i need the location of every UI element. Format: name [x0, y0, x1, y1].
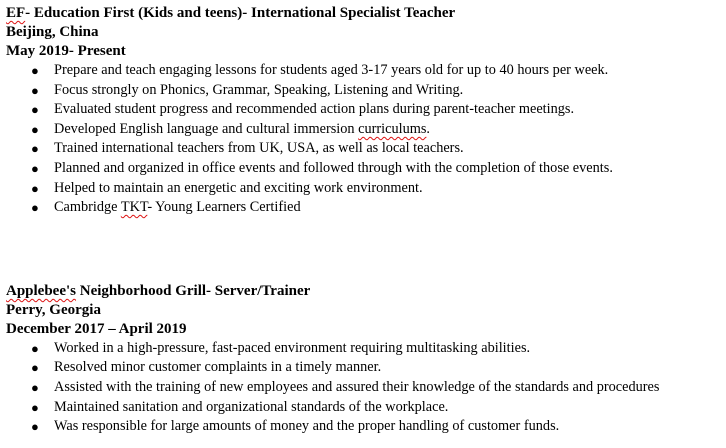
bullet-icon: ● — [31, 200, 39, 216]
job-education-first — [6, 4, 726, 218]
job-duties-list — [6, 61, 726, 218]
bullet-icon: ● — [31, 340, 39, 356]
list-item: ● Evaluated student progress and recommended action plans during parent-teacher meetings. — [6, 100, 726, 120]
job-dates: December 2017 – April 2019 — [6, 320, 187, 337]
list-item: ● Planned and organized in office events and followed through with the completion of those events. — [6, 159, 726, 179]
bullet-icon: ● — [31, 63, 39, 78]
job-title — [6, 282, 726, 301]
list-item: ● Worked in a high-pressure, fast-paced environment requiring multitasking abilities. — [6, 339, 726, 359]
bullet-icon: ● — [31, 419, 39, 435]
spelling-flag: curriculums — [358, 120, 427, 137]
job-applebees — [6, 282, 726, 437]
job-location: Beijing, China — [6, 24, 99, 40]
list-item: ● Maintained sanitation and organizational standards of the workplace. — [6, 398, 726, 418]
section-spacer — [6, 218, 726, 282]
job-title — [6, 4, 726, 23]
list-item: ● Focus strongly on Phonics, Grammar, Speaking, Listening and Writing. — [6, 81, 726, 101]
resume-document — [6, 4, 726, 437]
list-item: ● Trained international teachers from UK, USA, as well as local teachers. — [6, 139, 726, 159]
bullet-icon: ● — [31, 141, 39, 157]
bullet-icon: ● — [31, 379, 39, 395]
bullet-icon: ● — [31, 82, 39, 98]
job-location: Perry, Georgia — [6, 301, 101, 318]
list-item: ● Developed English language and cultural immersion curriculums. — [6, 120, 726, 140]
bullet-icon: ● — [31, 180, 39, 196]
bullet-icon: ● — [31, 360, 39, 376]
bullet-icon: ● — [31, 160, 39, 176]
list-item: ● Cambridge TKT- Young Learners Certified — [6, 198, 726, 218]
job-dates: May 2019- Present — [6, 43, 126, 59]
list-item: ● Assisted with the training of new employees and assured their knowledge of the standards and procedures — [6, 378, 726, 398]
list-item: ● Resolved minor customer complaints in a timely manner. — [6, 358, 726, 378]
list-item: ● Prepare and teach engaging lessons for students aged 3-17 years old for up to 40 hours per week. — [6, 61, 726, 81]
company-prefix: Applebee's — [6, 282, 77, 299]
job-duties-list — [6, 339, 726, 437]
list-item: ● Helped to maintain an energetic and exciting work environment. — [6, 179, 726, 199]
list-item: ● Was responsible for large amounts of money and the proper handling of customer funds. — [6, 417, 726, 437]
bullet-icon: ● — [31, 399, 39, 415]
bullet-icon: ● — [31, 121, 39, 137]
job-title-rest: - Education First (Kids and teens)- International Specialist Teacher — [25, 5, 456, 21]
job-title-rest: Neighborhood Grill- Server/Trainer — [76, 282, 311, 299]
company-prefix: EF — [6, 5, 26, 21]
bullet-icon: ● — [31, 102, 39, 118]
spelling-flag: TKT — [120, 199, 148, 216]
